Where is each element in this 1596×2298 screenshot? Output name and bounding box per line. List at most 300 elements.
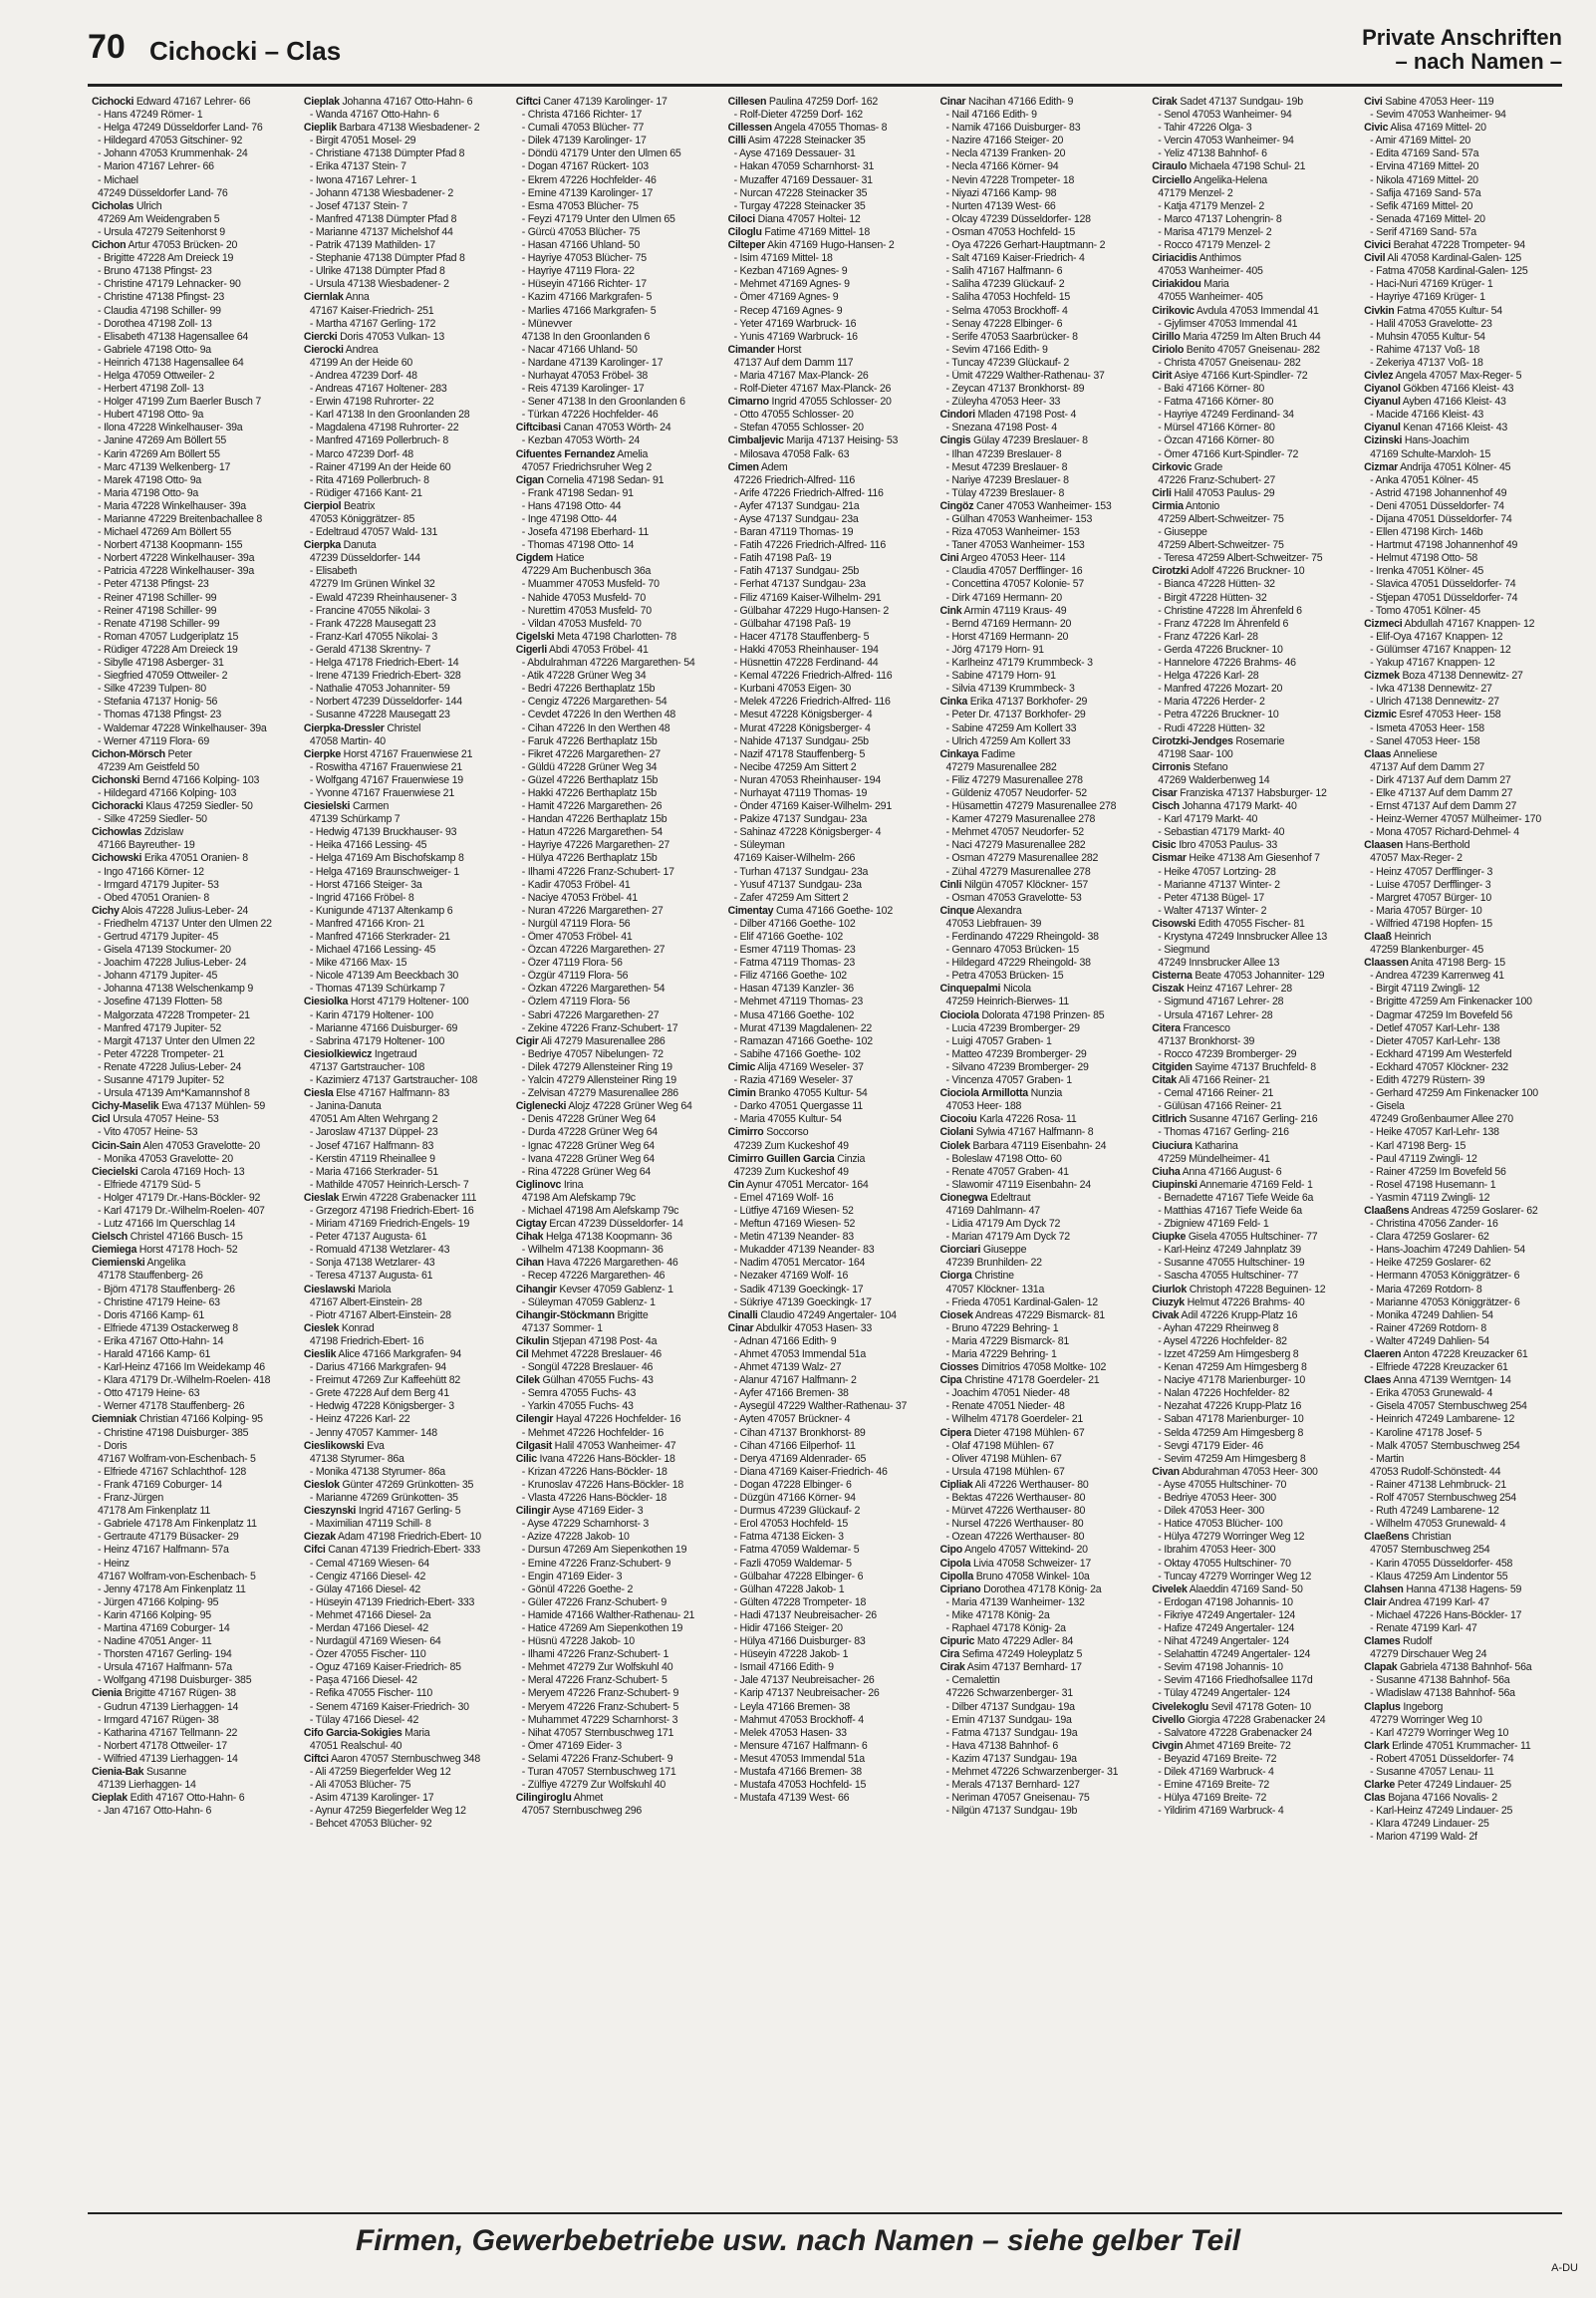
- listing-entry: [939, 944, 1138, 957]
- listing-entry: [728, 552, 927, 565]
- entry-details: - Dilber 47166 Goethe- 102: [733, 917, 856, 930]
- listing-entry: [92, 1466, 290, 1479]
- listing-entry: [728, 1205, 927, 1218]
- entry-details: Sevil 47178 Goten- 10: [1208, 1700, 1311, 1713]
- entry-details: - Özkan 47226 Margarethen- 54: [521, 983, 665, 996]
- entry-details: - Kunigunde 47137 Altenkamp 6: [309, 904, 453, 917]
- entry-details: - Serif 47169 Sand- 57a: [1370, 225, 1476, 238]
- listing-entry: [92, 1218, 290, 1231]
- listing-entry: [1364, 291, 1562, 304]
- listing-entry: [304, 1284, 502, 1296]
- listing-entry: [516, 892, 714, 905]
- entry-details: - Fazli 47059 Waldemar- 5: [733, 1557, 852, 1570]
- entry-details: Andreas 47229 Bismarck- 81: [972, 1308, 1105, 1321]
- listing-entry: [1364, 892, 1562, 905]
- entry-details: - Hüsnettin 47228 Ferdinand- 44: [733, 657, 879, 670]
- entry-details: - Mehmet 47166 Diesel- 2a: [309, 1608, 431, 1621]
- entry-details: - Helga 47226 Karl- 28: [1158, 670, 1259, 683]
- entry-details: - Maria 47198 Otto- 9a: [98, 486, 199, 499]
- listing-entry: [516, 226, 714, 239]
- listing-entry: [516, 670, 714, 683]
- listing-entry: [304, 735, 502, 748]
- entry-details: Heinrich: [1391, 931, 1432, 943]
- surname: Ciftci: [515, 96, 541, 108]
- listing-entry: [1364, 957, 1562, 970]
- entry-details: Adam 47198 Friedrich-Ebert- 10: [335, 1531, 481, 1544]
- surname: Cigir: [515, 1034, 539, 1047]
- listing-entry: [304, 448, 502, 461]
- listing-entry: [1152, 1048, 1350, 1061]
- entry-details: - Ismail 47166 Edith- 9: [733, 1661, 834, 1674]
- entry-details: - Oguz 47169 Kaiser-Friedrich- 85: [309, 1661, 461, 1674]
- listing-entry: [1364, 1296, 1562, 1309]
- entry-details: - Heike 47259 Goslarer- 62: [1370, 1257, 1491, 1270]
- listing-entry: [516, 1792, 714, 1805]
- entry-details: Soccorso: [763, 1126, 809, 1139]
- listing-entry: [304, 605, 502, 618]
- listing-entry: [516, 1296, 714, 1309]
- listing-entry: [939, 1244, 1138, 1257]
- entry-details: - Engin 47169 Eider- 3: [521, 1570, 623, 1582]
- listing-entry: [92, 1270, 290, 1283]
- listing-entry: [92, 826, 290, 839]
- entry-details: - Nail 47166 Edith- 9: [945, 109, 1037, 122]
- listing-entry: [92, 526, 290, 539]
- surname: Cinka: [939, 696, 968, 709]
- entry-details: - Josef 47167 Halfmann- 83: [309, 1139, 434, 1152]
- listing-entry: [516, 513, 714, 526]
- entry-details: - Wilfried 47198 Hopfen- 15: [1370, 917, 1492, 930]
- entry-details: Rosemarie: [1232, 734, 1285, 747]
- listing-entry: [1152, 1805, 1350, 1818]
- entry-details: - Bektas 47226 Werthauser- 80: [945, 1492, 1086, 1505]
- listing-entry: [728, 1740, 927, 1753]
- entry-details: - Muzaffer 47169 Dessauer- 31: [733, 173, 873, 186]
- entry-details: - Ulrike 47138 Dümpter Pfad 8: [309, 265, 445, 278]
- listing-entry: [939, 1805, 1138, 1818]
- entry-details: - Erika 47137 Stein- 7: [309, 160, 406, 173]
- listing-entry: [516, 109, 714, 122]
- entry-details: Abdurahman 47053 Heer- 300: [1179, 1465, 1318, 1478]
- listing-entry: [728, 735, 927, 748]
- surname: Claes: [1364, 1374, 1392, 1387]
- entry-details: - Karin 47179 Holtener- 100: [309, 1008, 433, 1021]
- entry-details: Diana 47057 Holtei- 12: [754, 212, 861, 225]
- entry-details: - Raphael 47178 König- 2a: [945, 1621, 1066, 1634]
- entry-details: - Yvonne 47167 Frauenwiese 21: [309, 786, 454, 799]
- listing-entry: [516, 1284, 714, 1296]
- surname: Cierpiol: [303, 499, 342, 512]
- listing-entry: [939, 709, 1138, 721]
- entry-details: - Lutz 47166 Im Querschlag 14: [98, 1218, 236, 1231]
- entry-details: Erlinde 47051 Krummacher- 11: [1389, 1739, 1531, 1752]
- surname: Cilengir: [515, 1413, 554, 1426]
- surname: Cingöz: [939, 499, 974, 512]
- listing-entry: [516, 487, 714, 500]
- listing-entry: [1152, 970, 1350, 983]
- listing-entry: [1364, 905, 1562, 918]
- listing-entry: [939, 1596, 1138, 1609]
- listing-entry: [92, 1257, 290, 1270]
- listing-entry: [92, 96, 290, 109]
- entry-details: 47279 Dirschauer Weg 24: [1370, 1648, 1487, 1661]
- entry-details: - Susanne 47057 Lenau- 11: [1370, 1766, 1494, 1778]
- entry-details: - Hartmut 47198 Johannenhof 49: [1370, 539, 1518, 552]
- listing-entry: [939, 1518, 1138, 1531]
- entry-details: 47239 Zum Kuckeshof 49: [733, 1139, 849, 1152]
- listing-entry: [728, 565, 927, 578]
- listing-entry: [516, 761, 714, 774]
- entry-details: - Michael: [98, 173, 138, 186]
- listing-entry: [1152, 1113, 1350, 1126]
- listing-entry: [304, 1687, 502, 1700]
- surname: Claassen: [1364, 957, 1409, 970]
- listing-entry: [1364, 657, 1562, 670]
- entry-details: Beatrix: [341, 499, 376, 512]
- listing-entry: [92, 344, 290, 357]
- surname: Ciupinski: [1152, 1178, 1197, 1191]
- entry-details: - Filiz 47166 Goethe- 102: [733, 970, 847, 983]
- entry-details: Ulrich: [133, 199, 162, 212]
- listing-entry: [92, 1048, 290, 1061]
- surname: Cikulin: [515, 1334, 550, 1347]
- listing-entry: [304, 474, 502, 487]
- entry-details: - Janine 47269 Am Böllert 55: [98, 434, 227, 447]
- listing-entry: [1152, 318, 1350, 331]
- entry-details: - Karl 47198 Berg- 15: [1370, 1139, 1466, 1152]
- listing-entry: [1152, 931, 1350, 944]
- listing-entry: [304, 1571, 502, 1583]
- listing-entry: [92, 1022, 290, 1035]
- entry-details: - Yeter 47169 Warbruck- 16: [733, 317, 857, 330]
- listing-entry: [304, 370, 502, 383]
- entry-details: - Margit 47137 Unter den Ulmen 22: [98, 1034, 255, 1047]
- listing-entry: [92, 1179, 290, 1192]
- entry-details: - Turgay 47228 Steinacker 35: [733, 199, 866, 212]
- listing-entry: [1364, 1009, 1562, 1022]
- listing-entry: [728, 578, 927, 591]
- entry-details: Canan 47139 Friedrich-Ebert- 333: [325, 1544, 481, 1557]
- entry-details: - Marco 47239 Dorf- 48: [309, 447, 413, 460]
- listing-entry: [1152, 1166, 1350, 1179]
- entry-details: 47279 Im Grünen Winkel 32: [309, 578, 435, 591]
- entry-details: - Diana 47169 Kaiser-Friedrich- 46: [733, 1465, 888, 1478]
- listing-entry: [304, 709, 502, 721]
- surname: Cilgasit: [515, 1439, 552, 1452]
- listing-entry: [1152, 487, 1350, 500]
- entry-details: - Meryem 47226 Franz-Schubert- 5: [521, 1700, 679, 1713]
- entry-details: Ingrid 47055 Schlosser- 20: [768, 396, 892, 409]
- listing-entry: [728, 1361, 927, 1374]
- listing-entry: [1152, 370, 1350, 383]
- listing-entry: [516, 174, 714, 187]
- listing-entry: [304, 1205, 502, 1218]
- entry-details: - Ömer 47169 Eider- 3: [521, 1739, 622, 1752]
- entry-details: - Stephanie 47138 Dümpter Pfad 8: [309, 252, 465, 265]
- listing-entry: [92, 905, 290, 918]
- surname: Cihan: [515, 1257, 544, 1270]
- listing-entry: [1364, 565, 1562, 578]
- entry-details: - Oya 47226 Gerhart-Hauptmann- 2: [945, 239, 1106, 252]
- listing-entry: [516, 122, 714, 135]
- surname: Cizmek: [1364, 670, 1400, 683]
- listing-entry: [1364, 318, 1562, 331]
- surname: Ciuzyk: [1152, 1295, 1185, 1308]
- listing-entry: [1364, 513, 1562, 526]
- listing-entry: [728, 852, 927, 865]
- listing-entry: [1364, 552, 1562, 565]
- listing-entry: [939, 918, 1138, 931]
- entry-details: - Fatma 47138 Eicken- 3: [733, 1531, 844, 1544]
- listing-entry: [939, 513, 1138, 526]
- entry-details: Amelia: [615, 447, 649, 460]
- listing-entry: [1152, 565, 1350, 578]
- entry-details: - Karl 47138 In den Groonlanden 28: [309, 409, 470, 422]
- entry-details: Carmen: [350, 800, 390, 813]
- listing-entry: [304, 1400, 502, 1413]
- listing-entry: [1364, 370, 1562, 383]
- listing-entry: [939, 957, 1138, 970]
- listing-entry: [1152, 996, 1350, 1008]
- entry-details: - Ramazan 47166 Goethe- 102: [733, 1034, 873, 1047]
- entry-details: - Sener 47138 In den Groonlanden 6: [521, 396, 685, 409]
- entry-details: Helmut 47226 Brahms- 40: [1184, 1295, 1305, 1308]
- entry-details: Nunzia: [1027, 1087, 1063, 1100]
- entry-details: 47058 Martin- 40: [309, 734, 386, 747]
- entry-details: Antonio: [1183, 499, 1220, 512]
- entry-details: - Josef 47137 Stein- 7: [309, 199, 408, 212]
- entry-details: - Hamit 47226 Margarethen- 26: [521, 800, 663, 813]
- listing-entry: [304, 1153, 502, 1166]
- entry-details: - Susanne 47138 Bahnhof- 56a: [1370, 1674, 1510, 1687]
- entry-details: - Kazim 47166 Markgrafen- 5: [521, 291, 653, 304]
- listing-entry: [1364, 539, 1562, 552]
- listing-entry: [304, 1648, 502, 1661]
- entry-details: - Nalan 47226 Hochfelder- 82: [1158, 1387, 1290, 1400]
- listing-entry: [728, 344, 927, 357]
- surname: Cimen: [727, 460, 759, 473]
- entry-details: - Yalcin 47279 Allensteiner Ring 19: [521, 1074, 676, 1087]
- entry-details: - Peter 47137 Augusta- 61: [309, 1231, 427, 1244]
- listing-entry: [1364, 605, 1562, 618]
- surname: Cirak: [1152, 96, 1178, 108]
- entry-details: - Martina 47169 Coburger- 14: [98, 1621, 230, 1634]
- entry-details: - Maria 47139 Wanheimer- 132: [945, 1595, 1085, 1608]
- surname: Cipliak: [939, 1478, 973, 1491]
- entry-details: - Hakki 47226 Berthaplatz 15b: [521, 786, 657, 799]
- listing-entry: [304, 200, 502, 213]
- listing-entry: [1364, 1205, 1562, 1218]
- entry-details: - Heinz-Werner 47057 Mülheimer- 170: [1370, 813, 1541, 826]
- entry-details: - Elfriede 47167 Schlachthof- 128: [98, 1465, 246, 1478]
- surname: Ciuha: [1152, 1165, 1181, 1178]
- listing-entry: [1364, 474, 1562, 487]
- entry-details: - Fatma 47058 Kardinal-Galen- 125: [1370, 265, 1528, 278]
- entry-details: - Olaf 47198 Mühlen- 67: [945, 1439, 1054, 1452]
- entry-details: - Ursula 47167 Halfmann- 57a: [98, 1661, 232, 1674]
- entry-details: - Hayriye 47169 Krüger- 1: [1370, 291, 1485, 304]
- entry-details: Katharina: [1192, 1139, 1238, 1152]
- listing-entry: [92, 1126, 290, 1139]
- entry-details: - Kerstin 47119 Rheinallee 9: [309, 1152, 435, 1165]
- entry-details: Zdzislaw: [141, 826, 184, 839]
- entry-details: - Romuald 47138 Wetzlarer- 43: [309, 1244, 450, 1257]
- entry-details: - Yakup 47167 Knappen- 12: [1370, 657, 1495, 670]
- entry-details: - Ismeta 47053 Heer- 158: [1370, 721, 1484, 734]
- entry-details: - Michael 47166 Lessing- 45: [309, 944, 436, 957]
- listing-entry: [728, 592, 927, 605]
- entry-details: - Nurgül 47119 Flora- 56: [521, 917, 631, 930]
- listing-entry: [516, 1113, 714, 1126]
- surname: Claeren: [1364, 1348, 1402, 1360]
- listing-entry: [516, 696, 714, 709]
- surname: Cisowski: [1152, 917, 1197, 930]
- entry-details: - Mesut 47228 Königsberger- 4: [733, 709, 873, 721]
- entry-details: Ursula 47057 Heine- 53: [110, 1113, 219, 1126]
- section-title-line1: Private Anschriften: [1362, 25, 1562, 50]
- entry-details: - Ivana 47228 Grüner Weg 64: [521, 1152, 655, 1165]
- surname: Ciupke: [1152, 1231, 1187, 1244]
- entry-details: Erwin 47228 Grabenacker 111: [339, 1191, 477, 1204]
- listing-entry: [516, 1635, 714, 1648]
- listing-entry: [92, 578, 290, 591]
- entry-details: - Lucia 47239 Bromberger- 29: [945, 1021, 1080, 1034]
- entry-details: - Gülten 47228 Trompeter- 18: [733, 1595, 867, 1608]
- entry-details: Adil 47226 Krupp-Platz 16: [1179, 1308, 1298, 1321]
- entry-details: - Nuran 47226 Margarethen- 27: [521, 904, 664, 917]
- listing-entry: [1364, 970, 1562, 983]
- entry-details: - Cihan 47137 Bronkhorst- 89: [733, 1426, 866, 1439]
- listing-entry: [516, 265, 714, 278]
- listing-entry: [728, 1766, 927, 1779]
- entry-details: - Bruno 47229 Behring- 1: [945, 1321, 1059, 1334]
- listing-entry: [728, 1400, 927, 1413]
- listing-entry: [92, 983, 290, 996]
- entry-details: - Irmgard 47167 Rügen- 38: [98, 1713, 219, 1726]
- entry-details: Ingrid 47167 Gerling- 5: [356, 1505, 461, 1518]
- surname: Cipriano: [939, 1582, 981, 1595]
- listing-entry: [92, 1335, 290, 1348]
- surname: Cieslikowski: [303, 1439, 365, 1452]
- entry-details: - Stefania 47137 Honig- 56: [98, 696, 218, 709]
- entry-details: - Ingo 47166 Körner- 12: [98, 865, 204, 878]
- entry-details: - Ursula 47198 Mühlen- 67: [945, 1465, 1065, 1478]
- entry-details: 47169 Kaiser-Wilhelm- 266: [733, 852, 856, 865]
- listing-entry: [304, 213, 502, 226]
- entry-details: - Rainer 47259 Im Bovefeld 56: [1370, 1165, 1506, 1178]
- listing-entry: [728, 892, 927, 905]
- listing-entry: [92, 305, 290, 318]
- listing-entry: [728, 318, 927, 331]
- entry-details: - Feyzi 47179 Unter den Ulmen 65: [521, 212, 675, 225]
- listing-entry: [1364, 265, 1562, 278]
- entry-details: Marija 47137 Heising- 53: [783, 434, 899, 447]
- entry-details: 47138 Styrumer- 86a: [309, 1452, 404, 1465]
- entry-details: Dolorata 47198 Prinzen- 85: [978, 1008, 1105, 1021]
- listing-entry: [1364, 696, 1562, 709]
- listing-entry: [939, 644, 1138, 657]
- entry-details: 47053 Königgrätzer- 85: [309, 513, 415, 525]
- listing-entry: [939, 1166, 1138, 1179]
- listing-entry: [939, 813, 1138, 826]
- listing-entry: [728, 761, 927, 774]
- entry-details: - Marianne 47229 Breitenbachallee 8: [98, 513, 262, 525]
- entry-details: - Elfriede 47228 Kreuzacker 61: [1370, 1361, 1508, 1374]
- entry-details: - Sevim 47166 Friedhofsallee 117d: [1158, 1674, 1313, 1687]
- listing-entry: [516, 1622, 714, 1635]
- entry-details: - Nikola 47169 Mittel- 20: [1370, 173, 1478, 186]
- entry-details: - Filiz 47169 Kaiser-Wilhelm- 291: [733, 591, 882, 604]
- listing-entry: [1152, 1453, 1350, 1466]
- entry-details: - Gülhan 47228 Jakob- 1: [733, 1582, 845, 1595]
- listing-entry: [1364, 226, 1562, 239]
- surname: Ciriolo: [1152, 343, 1185, 356]
- listing-entry: [304, 592, 502, 605]
- listing-entry: [516, 1805, 714, 1818]
- listing-entry: [1364, 1048, 1562, 1061]
- entry-details: - Asim 47139 Karolinger- 17: [309, 1792, 434, 1805]
- listing-entry: [939, 1558, 1138, 1571]
- entry-details: - Hafize 47249 Angertaler- 124: [1158, 1621, 1295, 1634]
- entry-details: - Erdogan 47198 Johannis- 10: [1158, 1595, 1293, 1608]
- page-header: [88, 26, 1562, 74]
- entry-details: - Jürgen 47166 Kolping- 95: [98, 1595, 219, 1608]
- listing-entry: [1152, 434, 1350, 447]
- listing-entry: [516, 957, 714, 970]
- entry-details: - Naci 47279 Masurenallee 282: [945, 839, 1086, 852]
- entry-details: - Walter 47137 Winter- 2: [1158, 904, 1267, 917]
- entry-details: - Önder 47169 Kaiser-Wilhelm- 291: [733, 800, 892, 813]
- entry-details: - Mehmet 47057 Neudorfer- 52: [945, 826, 1084, 839]
- entry-details: - Marion 47199 Wald- 2f: [1370, 1831, 1477, 1844]
- listing-entry: [304, 631, 502, 644]
- listing-entry: [92, 409, 290, 422]
- entry-details: - Helga 47169 Braunschweiger- 1: [309, 865, 459, 878]
- listing-entry: [728, 1466, 927, 1479]
- listing-entry: [728, 1048, 927, 1061]
- listing-entry: [1364, 761, 1562, 774]
- listing-entry: [92, 1714, 290, 1727]
- listing-entry: [92, 1100, 290, 1113]
- entry-details: - Ursula 47279 Seitenhorst 9: [98, 225, 225, 238]
- listing-entry: [1152, 461, 1350, 474]
- entry-details: - Nacar 47166 Uhland- 50: [521, 343, 638, 356]
- listing-entry: [728, 1244, 927, 1257]
- entry-details: 47169 Dahlmann- 47: [945, 1204, 1040, 1217]
- entry-details: - Turhan 47137 Sundgau- 23a: [733, 865, 869, 878]
- entry-details: - Ayse 47055 Hultschiner- 70: [1158, 1478, 1287, 1491]
- entry-details: - Wilhelm 47138 Koopmann- 36: [521, 1244, 664, 1257]
- listing-entry: [939, 1126, 1138, 1139]
- surname: Cichowski: [92, 852, 142, 865]
- listing-entry: [1152, 683, 1350, 696]
- listing-entry: [92, 1505, 290, 1518]
- entry-details: - Emin 47137 Sundgau- 19a: [945, 1713, 1072, 1726]
- surname: Ciemiega: [92, 1244, 137, 1257]
- entry-details: - Rüdiger 47228 Am Dreieck 19: [98, 643, 238, 656]
- entry-details: Alisa 47169 Mittel- 20: [1388, 122, 1486, 135]
- listing-entry: [939, 1479, 1138, 1492]
- listing-entry: [1364, 174, 1562, 187]
- listing-entry: [92, 160, 290, 173]
- surname: Clair: [1364, 1595, 1387, 1608]
- listing-entry: [1152, 1609, 1350, 1622]
- listing-entry: [1364, 1701, 1562, 1714]
- listing-entry: [304, 552, 502, 565]
- entry-details: - Michael 47269 Am Böllert 55: [98, 526, 232, 539]
- entry-details: - Tülay 47239 Breslauer- 8: [945, 486, 1065, 499]
- entry-details: - Sabrina 47179 Holtener- 100: [309, 1034, 445, 1047]
